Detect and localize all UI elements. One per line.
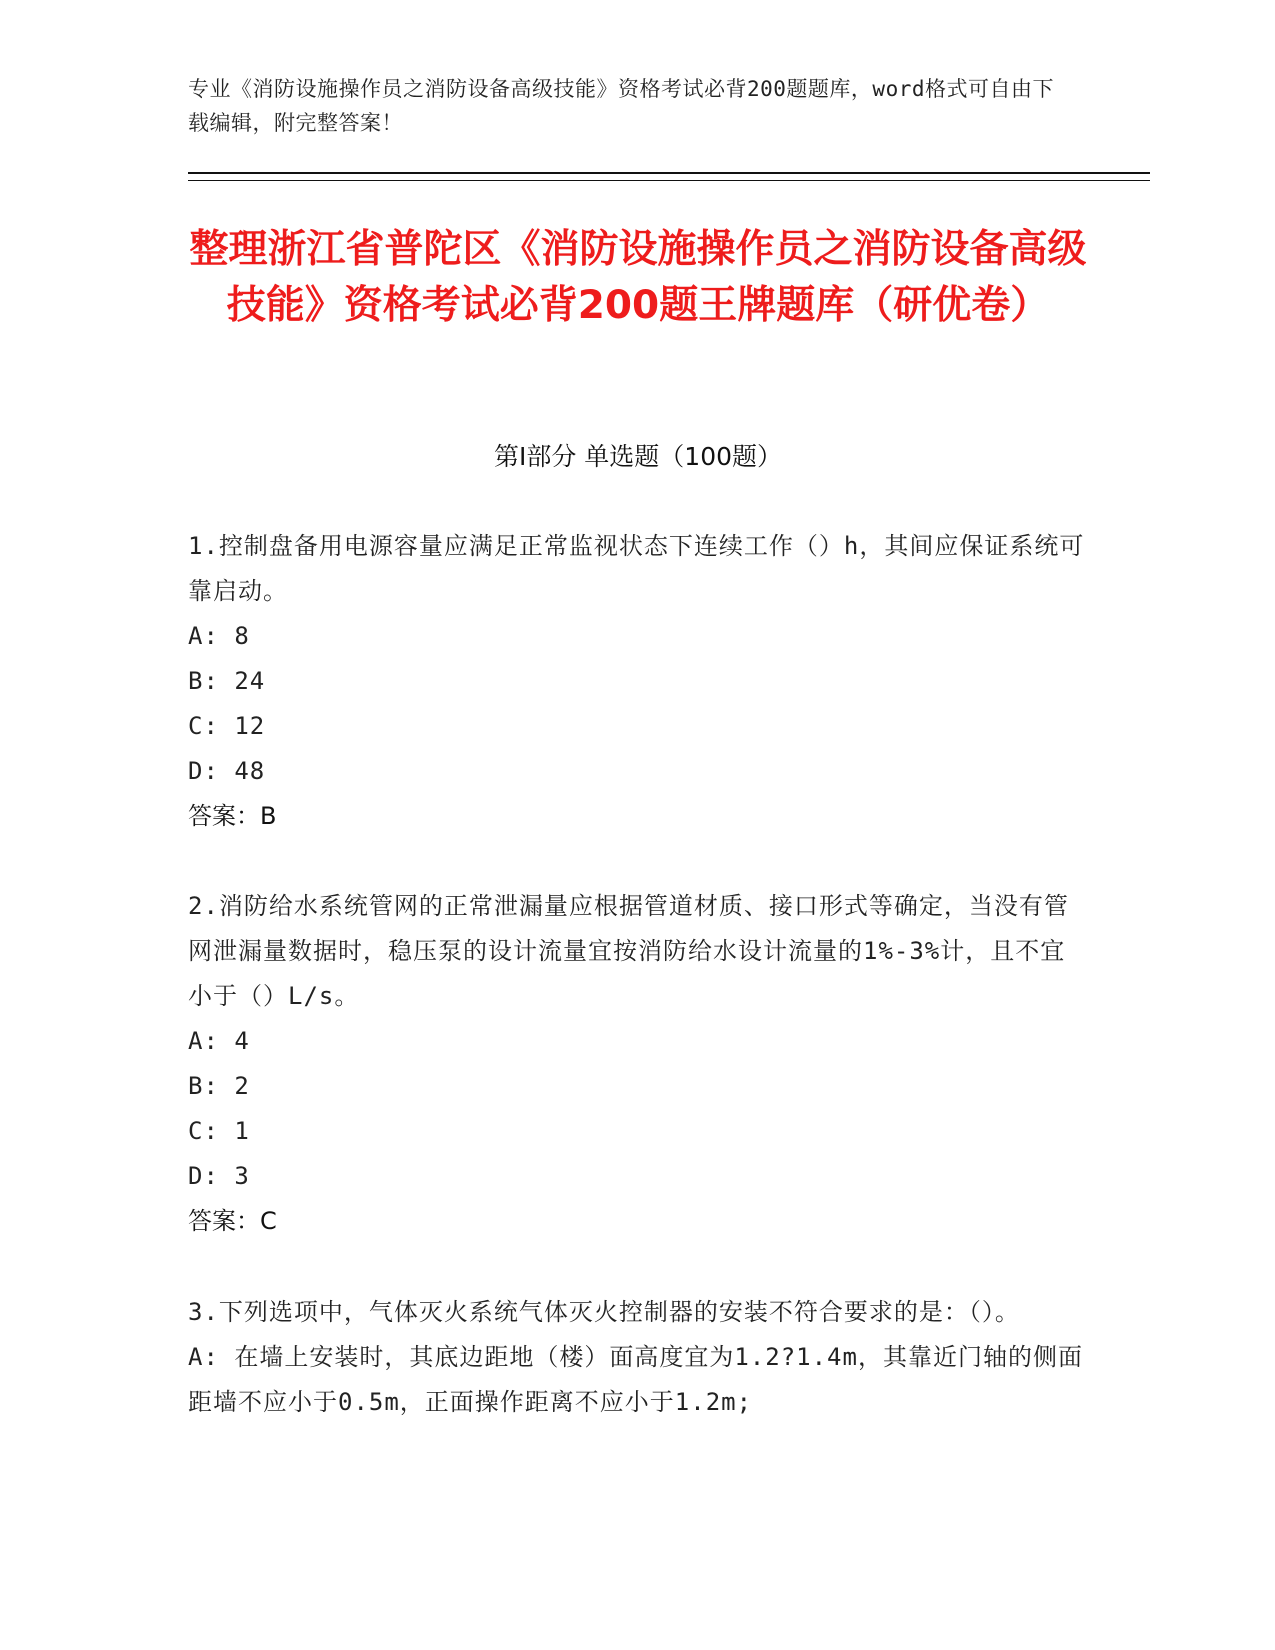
answer: 答案：B <box>188 802 277 830</box>
option-c: C: 1 <box>188 1117 250 1145</box>
option-a: A: 4 <box>188 1027 250 1055</box>
answer: 答案：C <box>188 1207 277 1235</box>
question-2 <box>188 884 1088 1244</box>
option-d: D: 3 <box>188 1162 250 1190</box>
question-stem: 3.下列选项中，气体灭火系统气体灭火控制器的安装不符合要求的是：（）。 <box>188 1298 1020 1326</box>
option-b: B: 2 <box>188 1072 250 1100</box>
question-stem: 2.消防给水系统管网的正常泄漏量应根据管道材质、接口形式等确定，当没有管网泄漏量数据时，稳压泵的设计流量宜按消防给水设计流量的1%-3%计，且不宜小于（）L/s。 <box>188 892 1069 1010</box>
option-a: A: 在墙上安装时，其底边距地（楼）面高度宜为1.2?1.4m，其靠近门轴的侧面距墙不应小于0.5m，正面操作距离不应小于1.2m; <box>188 1343 1083 1416</box>
option-b: B: 24 <box>188 667 266 695</box>
question-1 <box>188 524 1088 839</box>
question-stem: 1.控制盘备用电源容量应满足正常监视状态下连续工作（）h，其间应保证系统可靠启动。 <box>188 532 1085 605</box>
document-title: 整理浙江省普陀区《消防设施操作员之消防设备高级技能》资格考试必背200题王牌题库（研优卷） <box>189 227 1087 328</box>
header-divider-thick <box>188 172 1150 174</box>
option-d: D: 48 <box>188 757 266 785</box>
option-a: A: 8 <box>188 622 250 650</box>
header-note: 专业《消防设施操作员之消防设备高级技能》资格考试必背200题题库，word格式可自由下载编辑，附完整答案！ <box>188 77 1054 135</box>
section-heading: 第I部分 单选题（100题） <box>493 442 783 471</box>
option-c: C: 12 <box>188 712 266 740</box>
header-divider-thin <box>188 180 1150 181</box>
question-3 <box>188 1290 1088 1425</box>
